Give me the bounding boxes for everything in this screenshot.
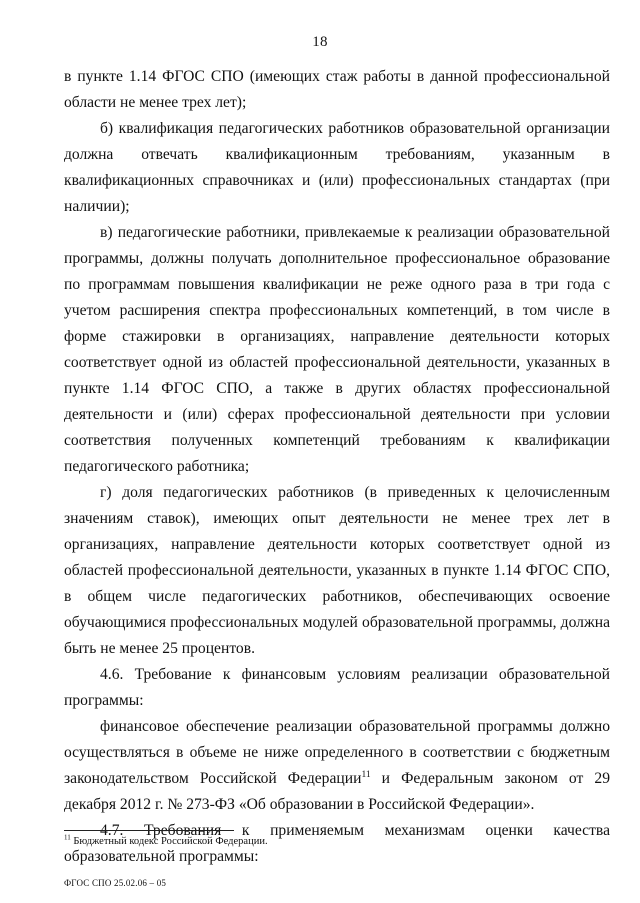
- paragraph-item-v: в) педагогические работники, привлекаемые к реализации образовательной программы, должны получать дополнительное профессиональное образование по программам повышения квалификации не реже одного раза в три года с учетом расширения спектра профессиональных компетенций, в том числе в форме стажировки в организациях, направление деятельности которых соответствует одной из областей профессиональной деятельности, указанных в пункте 1.14 ФГОС СПО, а также в других областях профессиональной деятельности и (или) сферах профессиональной деятельности при условии соответствия полученных компетенций требованиям к квалификации педагогического работника;: [64, 224, 610, 475]
- paragraph-item-g: г) доля педагогических работников (в приведенных к целочисленным значениям ставок), имеющих опыт деятельности не менее трех лет в организациях, направление деятельности которых соответствует одной из областей профессиональной деятельности, указанных в пункте 1.14 ФГОС СПО, в общем числе педагогических работников, обеспечивающих освоение обучающимися профессиональных модулей образовательной программы, должна быть не менее 25 процентов.: [64, 484, 610, 657]
- footnote-reference: 11: [361, 769, 371, 780]
- footnote: [64, 835, 610, 849]
- paragraph-financing: [64, 714, 610, 818]
- document-code: ФГОС СПО 25.02.06 – 05: [64, 878, 167, 888]
- paragraph-item-b: б) квалификация педагогических работников образовательной организации должна отвечать квалификационным требованиям, указанным в квалификационных справочниках и (или) профессиональных стандартах (при наличии);: [64, 120, 610, 215]
- paragraph-continuation: в пункте 1.14 ФГОС СПО (имеющих стаж работы в данной профессиональной области не менее трех лет);: [64, 68, 610, 111]
- financing-text-end: и Федеральным законом от 29 декабря 2012 г. № 273-ФЗ «Об образовании в Российской Федерации».: [64, 770, 610, 813]
- footnote-number: 11: [64, 833, 71, 842]
- page-number: 18: [312, 34, 328, 50]
- footnote-text: Бюджетный кодекс Российской Федерации.: [70, 836, 268, 847]
- financing-text-start: финансовое обеспечение реализации образовательной программы должно осуществляться в объеме не ниже определенного в соответствии с бюджетным законодательством Российской Федерации: [64, 718, 610, 787]
- footnote-divider: [64, 830, 234, 831]
- document-body: [64, 64, 610, 870]
- section-4-7-heading: 4.7. Требования к применяемым механизмам оценки качества образовательной программы:: [64, 822, 610, 865]
- section-4-6-heading: 4.6. Требование к финансовым условиям реализации образовательной программы:: [64, 666, 610, 709]
